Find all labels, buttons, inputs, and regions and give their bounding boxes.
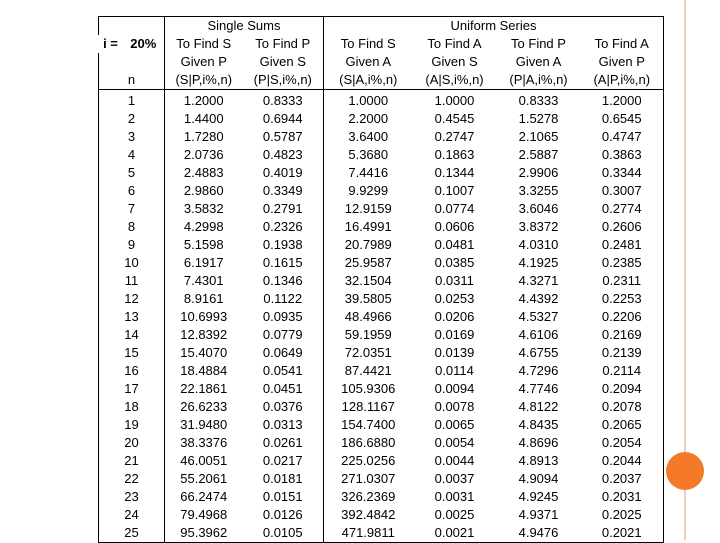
find-header: To Find S: [324, 35, 413, 53]
p-given-s-cell: 0.4823: [262, 147, 303, 162]
a-given-s-cell: 0.0253: [434, 291, 475, 306]
n-cell: 2: [99, 110, 165, 128]
a-given-s-cell: 0.0774: [434, 201, 475, 216]
n-cell: 20: [99, 434, 165, 452]
a-given-p-cell: 0.2385: [581, 254, 664, 272]
s-given-p-cell: 79.4968: [165, 506, 243, 524]
a-given-p-cell: 0.2774: [581, 200, 664, 218]
s-given-p-cell: 2.0736: [165, 146, 243, 164]
p-given-a-cell: 4.8122: [518, 399, 559, 414]
s-given-a-cell: 326.2369: [324, 488, 413, 506]
n-cell: 25: [99, 524, 165, 543]
p-given-a-cell: 4.8696: [518, 435, 559, 450]
n-cell: 23: [99, 488, 165, 506]
a-given-s-cell: 0.0606: [434, 219, 475, 234]
a-given-p-cell: 0.2054: [581, 434, 664, 452]
uniform-series-header: Uniform Series: [324, 17, 664, 36]
s-given-a-cell: 9.9299: [324, 182, 413, 200]
a-given-s-cell: 1.0000: [434, 93, 475, 108]
p-given-s-cell: 0.5787: [262, 129, 303, 144]
p-given-s-cell: 0.0649: [262, 345, 303, 360]
a-given-p-cell: 0.2078: [581, 398, 664, 416]
find-header: To Find P: [255, 36, 311, 51]
n-cell: 13: [99, 308, 165, 326]
a-given-s-cell: 0.1007: [434, 183, 475, 198]
p-given-a-cell: 4.9476: [497, 524, 581, 543]
a-given-p-cell: 0.2481: [581, 236, 664, 254]
p-given-a-cell: 4.0310: [518, 237, 559, 252]
p-given-s-cell: 0.2791: [262, 201, 303, 216]
p-given-a-cell: 4.5327: [518, 309, 559, 324]
s-given-p-cell: 10.6993: [165, 308, 243, 326]
a-given-p-cell: 0.2253: [581, 290, 664, 308]
s-given-p-cell: 18.4884: [165, 362, 243, 380]
s-given-p-cell: 31.9480: [165, 416, 243, 434]
notation-header: (P|S,i%,n): [243, 71, 324, 90]
a-given-p-cell: 0.2139: [581, 344, 664, 362]
p-given-a-cell: 4.7746: [518, 381, 559, 396]
find-header: To Find A: [427, 36, 482, 51]
table-row: [99, 506, 664, 524]
a-given-s-cell: 0.0481: [434, 237, 475, 252]
a-given-p-cell: 0.2114: [581, 362, 664, 380]
table-row: [99, 290, 664, 308]
s-given-p-cell: 1.7280: [165, 128, 243, 146]
a-given-p-cell: 0.2031: [581, 488, 664, 506]
p-given-a-cell: 4.8913: [518, 453, 559, 468]
single-sums-header: Single Sums: [165, 17, 324, 36]
given-header: Given A: [324, 53, 413, 71]
p-given-s-cell: 0.3349: [262, 183, 303, 198]
s-given-a-cell: 471.9811: [324, 524, 413, 543]
notation-header: (A|S,i%,n): [413, 71, 497, 90]
table-row: [99, 344, 664, 362]
p-given-s-cell: 0.1122: [263, 291, 303, 306]
a-given-s-cell: 0.0054: [434, 435, 475, 450]
p-given-s-cell: 0.0376: [262, 399, 303, 414]
s-given-a-cell: 25.9587: [324, 254, 413, 272]
find-header: To Find A: [581, 35, 664, 53]
n-cell: 16: [99, 362, 165, 380]
a-given-s-cell: 0.0021: [413, 524, 497, 543]
p-given-a-cell: 2.1065: [518, 129, 559, 144]
a-given-s-cell: 0.0385: [434, 255, 475, 270]
a-given-s-cell: 0.0311: [435, 273, 474, 288]
n-cell: 7: [99, 200, 165, 218]
a-given-s-cell: 0.0206: [434, 309, 475, 324]
a-given-p-cell: 0.2606: [581, 218, 664, 236]
s-given-a-cell: 87.4421: [324, 362, 413, 380]
a-given-p-cell: 0.2025: [581, 506, 664, 524]
a-given-p-cell: 0.2169: [581, 326, 664, 344]
p-given-a-cell: 2.9906: [518, 165, 559, 180]
a-given-s-cell: 0.0078: [434, 399, 475, 414]
table-row: [99, 146, 664, 164]
p-given-s-cell: 0.0313: [262, 417, 303, 432]
table-row: [99, 110, 664, 128]
p-given-a-cell: 4.9371: [518, 507, 559, 522]
s-given-a-cell: 16.4991: [324, 218, 413, 236]
a-given-s-cell: 0.0094: [434, 381, 475, 396]
notation-header: (S|P,i%,n): [165, 71, 243, 90]
notation-header: (S|A,i%,n): [324, 71, 413, 90]
interest-rate-label: i =: [103, 36, 118, 51]
p-given-a-cell: 3.8372: [518, 219, 559, 234]
a-given-p-cell: 0.2021: [581, 524, 664, 543]
n-cell: 22: [99, 470, 165, 488]
table-row: [99, 308, 664, 326]
table-row: [99, 218, 664, 236]
s-given-a-cell: 154.7400: [324, 416, 413, 434]
given-header: Given A: [515, 54, 562, 69]
p-given-a-cell: 4.7296: [518, 363, 559, 378]
s-given-p-cell: 12.8392: [165, 326, 243, 344]
a-given-s-cell: 0.0037: [434, 471, 475, 486]
table-row: [99, 362, 664, 380]
s-given-a-cell: 271.0307: [324, 470, 413, 488]
given-header: Given S: [259, 54, 306, 69]
s-given-p-cell: 26.6233: [165, 398, 243, 416]
n-cell: 6: [99, 182, 165, 200]
p-given-a-cell: 4.4392: [518, 291, 559, 306]
p-given-a-cell: 1.5278: [518, 111, 559, 126]
n-cell: 5: [99, 164, 165, 182]
p-given-a-cell: 4.9245: [518, 489, 559, 504]
s-given-a-cell: 72.0351: [324, 344, 413, 362]
a-given-p-cell: 0.2311: [581, 272, 664, 290]
p-given-a-cell: 4.8435: [518, 417, 559, 432]
p-given-s-cell: 0.0126: [262, 507, 303, 522]
p-given-s-cell: 0.1346: [262, 273, 303, 288]
given-header: Given S: [431, 54, 478, 69]
table-row: [99, 90, 664, 111]
a-given-s-cell: 0.2747: [434, 129, 475, 144]
n-cell: 8: [99, 218, 165, 236]
a-given-p-cell: 0.3863: [581, 146, 664, 164]
p-given-a-cell: 0.8333: [518, 93, 559, 108]
s-given-a-cell: 3.6400: [324, 128, 413, 146]
header-row-given: [99, 53, 664, 71]
p-given-s-cell: 0.2326: [262, 219, 303, 234]
table-row: [99, 452, 664, 470]
s-given-p-cell: 95.3962: [165, 524, 243, 543]
p-given-s-cell: 0.0261: [262, 435, 303, 450]
find-header: To Find P: [511, 36, 566, 51]
s-given-a-cell: 105.9306: [324, 380, 413, 398]
s-given-p-cell: 22.1861: [165, 380, 243, 398]
table-row: [99, 470, 664, 488]
interest-rate-value: 20%: [130, 36, 157, 51]
s-given-p-cell: 46.0051: [165, 452, 243, 470]
p-given-s-cell: 0.0105: [243, 524, 324, 543]
table-row: [99, 272, 664, 290]
p-given-a-cell: 2.5887: [518, 147, 559, 162]
s-given-a-cell: 1.0000: [324, 90, 413, 111]
s-given-p-cell: 2.4883: [165, 164, 243, 182]
s-given-a-cell: 39.5805: [324, 290, 413, 308]
n-cell: 10: [99, 254, 165, 272]
s-given-a-cell: 20.7989: [324, 236, 413, 254]
table-row: [99, 128, 664, 146]
n-cell: 1: [99, 90, 165, 111]
n-cell: 11: [99, 272, 165, 290]
a-given-s-cell: 0.0169: [434, 327, 475, 342]
n-cell: 14: [99, 326, 165, 344]
s-given-p-cell: 6.1917: [165, 254, 243, 272]
s-given-a-cell: 59.1959: [324, 326, 413, 344]
n-cell: 4: [99, 146, 165, 164]
a-given-p-cell: 0.6545: [581, 110, 664, 128]
table-row: [99, 488, 664, 506]
p-given-a-cell: 4.6106: [518, 327, 559, 342]
p-given-s-cell: 0.0935: [262, 309, 303, 324]
p-given-s-cell: 0.0541: [262, 363, 303, 378]
p-given-s-cell: 0.0451: [262, 381, 303, 396]
n-cell: 17: [99, 380, 165, 398]
header-row-find: [99, 35, 664, 53]
n-cell: 12: [99, 290, 165, 308]
a-given-s-cell: 0.0065: [434, 417, 475, 432]
s-given-p-cell: 7.4301: [165, 272, 243, 290]
a-given-s-cell: 0.0025: [434, 507, 475, 522]
interest-factor-table: [98, 16, 664, 543]
table-row: [99, 254, 664, 272]
table-row: [99, 182, 664, 200]
p-given-s-cell: 0.1615: [262, 255, 303, 270]
p-given-s-cell: 0.8333: [262, 93, 303, 108]
p-given-s-cell: 0.0181: [262, 471, 303, 486]
s-given-a-cell: 32.1504: [324, 272, 413, 290]
p-given-s-cell: 0.0217: [262, 453, 303, 468]
p-given-a-cell: 4.3271: [518, 273, 559, 288]
a-given-s-cell: 0.1344: [434, 165, 475, 180]
s-given-p-cell: 2.9860: [165, 182, 243, 200]
s-given-p-cell: 15.4070: [165, 344, 243, 362]
n-cell: 19: [99, 416, 165, 434]
header-row-notation: [99, 71, 664, 90]
a-given-s-cell: 0.0139: [434, 345, 475, 360]
s-given-a-cell: 48.4966: [324, 308, 413, 326]
given-header: Given P: [581, 53, 664, 71]
n-cell: 18: [99, 398, 165, 416]
table-row: [99, 416, 664, 434]
a-given-s-cell: 0.0031: [434, 489, 475, 504]
a-given-p-cell: 1.2000: [581, 90, 664, 111]
p-given-s-cell: 0.4019: [262, 165, 303, 180]
p-given-a-cell: 3.6046: [518, 201, 559, 216]
orange-circle-decoration: [666, 452, 704, 490]
s-given-p-cell: 55.2061: [165, 470, 243, 488]
n-cell: 24: [99, 506, 165, 524]
table-row: [99, 434, 664, 452]
s-given-a-cell: 5.3680: [324, 146, 413, 164]
s-given-a-cell: 12.9159: [324, 200, 413, 218]
a-given-s-cell: 0.4545: [434, 111, 475, 126]
a-given-s-cell: 0.0114: [435, 363, 474, 378]
p-given-a-cell: 4.9094: [518, 471, 559, 486]
n-cell: 21: [99, 452, 165, 470]
p-given-s-cell: 0.6944: [262, 111, 303, 126]
s-given-p-cell: 8.9161: [165, 290, 243, 308]
a-given-s-cell: 0.1863: [434, 147, 475, 162]
p-given-a-cell: 3.3255: [518, 183, 559, 198]
notation-header: (A|P,i%,n): [581, 71, 664, 90]
table-row: [99, 326, 664, 344]
a-given-s-cell: 0.0044: [434, 453, 475, 468]
a-given-p-cell: 0.2206: [581, 308, 664, 326]
s-given-p-cell: 38.3376: [165, 434, 243, 452]
s-given-p-cell: 3.5832: [165, 200, 243, 218]
s-given-a-cell: 392.4842: [324, 506, 413, 524]
a-given-p-cell: 0.3344: [581, 164, 664, 182]
find-header: To Find S: [165, 35, 243, 53]
table-row: [99, 200, 664, 218]
s-given-a-cell: 186.6880: [324, 434, 413, 452]
s-given-a-cell: 7.4416: [324, 164, 413, 182]
n-cell: 3: [99, 128, 165, 146]
a-given-p-cell: 0.2044: [581, 452, 664, 470]
s-given-p-cell: 1.2000: [165, 90, 243, 111]
n-column-header: n: [99, 71, 165, 90]
s-given-p-cell: 66.2474: [165, 488, 243, 506]
p-given-s-cell: 0.1938: [262, 237, 303, 252]
table-row: [99, 380, 664, 398]
n-cell: 9: [99, 236, 165, 254]
a-given-p-cell: 0.2065: [581, 416, 664, 434]
a-given-p-cell: 0.3007: [581, 182, 664, 200]
s-given-a-cell: 128.1167: [324, 398, 413, 416]
p-given-s-cell: 0.0151: [262, 489, 303, 504]
table-row: [99, 398, 664, 416]
table-row: [99, 236, 664, 254]
a-given-p-cell: 0.4747: [581, 128, 664, 146]
given-header: Given P: [165, 53, 243, 71]
s-given-p-cell: 5.1598: [165, 236, 243, 254]
notation-header: (P|A,i%,n): [497, 71, 581, 90]
s-given-a-cell: 2.2000: [324, 110, 413, 128]
n-cell: 15: [99, 344, 165, 362]
a-given-p-cell: 0.2094: [581, 380, 664, 398]
s-given-a-cell: 225.0256: [324, 452, 413, 470]
a-given-p-cell: 0.2037: [581, 470, 664, 488]
p-given-a-cell: 4.6755: [518, 345, 559, 360]
p-given-s-cell: 0.0779: [262, 327, 303, 342]
p-given-a-cell: 4.1925: [518, 255, 559, 270]
header-row-groups: [99, 17, 664, 36]
s-given-p-cell: 4.2998: [165, 218, 243, 236]
table-row: [99, 164, 664, 182]
s-given-p-cell: 1.4400: [165, 110, 243, 128]
